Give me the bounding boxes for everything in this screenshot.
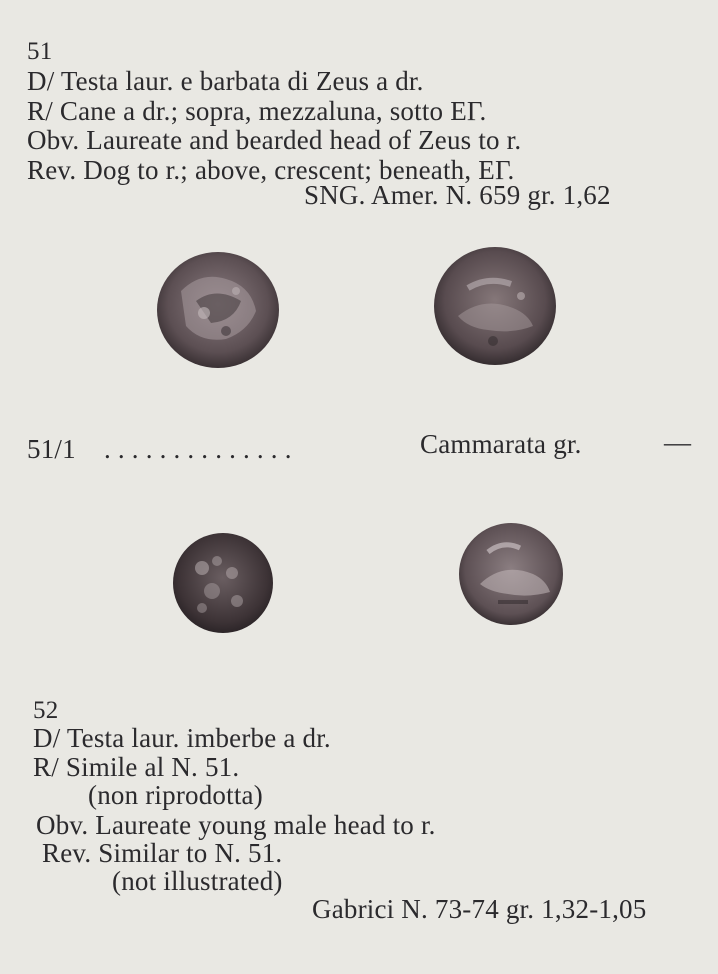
coin-51-obverse-image xyxy=(156,251,280,369)
entry-52-r-note: (non riprodotta) xyxy=(88,780,263,810)
entry-52-r-line: R/ Simile al N. 51. xyxy=(33,752,240,782)
entry-51-1-dots: . . . . . . . . . . . . . . xyxy=(104,434,292,464)
entry-51-r-line: R/ Cane a dr.; sopra, mezzaluna, sotto ΕΓ. xyxy=(27,96,487,126)
entry-52-rev-note: (not illustrated) xyxy=(112,866,283,896)
entry-51-number: 51 xyxy=(27,38,53,65)
entry-51-reference: SNG. Amer. N. 659 gr. 1,62 xyxy=(304,180,611,210)
entry-52-rev-line: Rev. Similar to N. 51. xyxy=(42,838,283,868)
entry-52-d-line: D/ Testa laur. imberbe a dr. xyxy=(33,723,331,753)
entry-52-number: 52 xyxy=(33,697,59,724)
entry-51-1-weight: — xyxy=(664,427,692,457)
entry-51-1-number: 51/1 xyxy=(27,434,76,464)
entry-51-d-line: D/ Testa laur. e barbata di Zeus a dr. xyxy=(27,66,424,96)
entry-52-reference: Gabrici N. 73-74 gr. 1,32-1,05 xyxy=(312,894,647,924)
entry-51-obv-line: Obv. Laureate and bearded head of Zeus to r. xyxy=(27,125,522,155)
entry-51-1-collection: Cammarata gr. xyxy=(420,429,582,459)
coin-51-1-obverse-image xyxy=(172,533,274,634)
entry-52-obv-line: Obv. Laureate young male head to r. xyxy=(36,810,436,840)
coin-51-1-reverse-image xyxy=(458,522,564,626)
coin-51-reverse-image xyxy=(433,246,557,366)
entry-51-rev-line: Rev. Dog to r.; above, crescent; beneath, ΕΓ. xyxy=(27,155,515,185)
